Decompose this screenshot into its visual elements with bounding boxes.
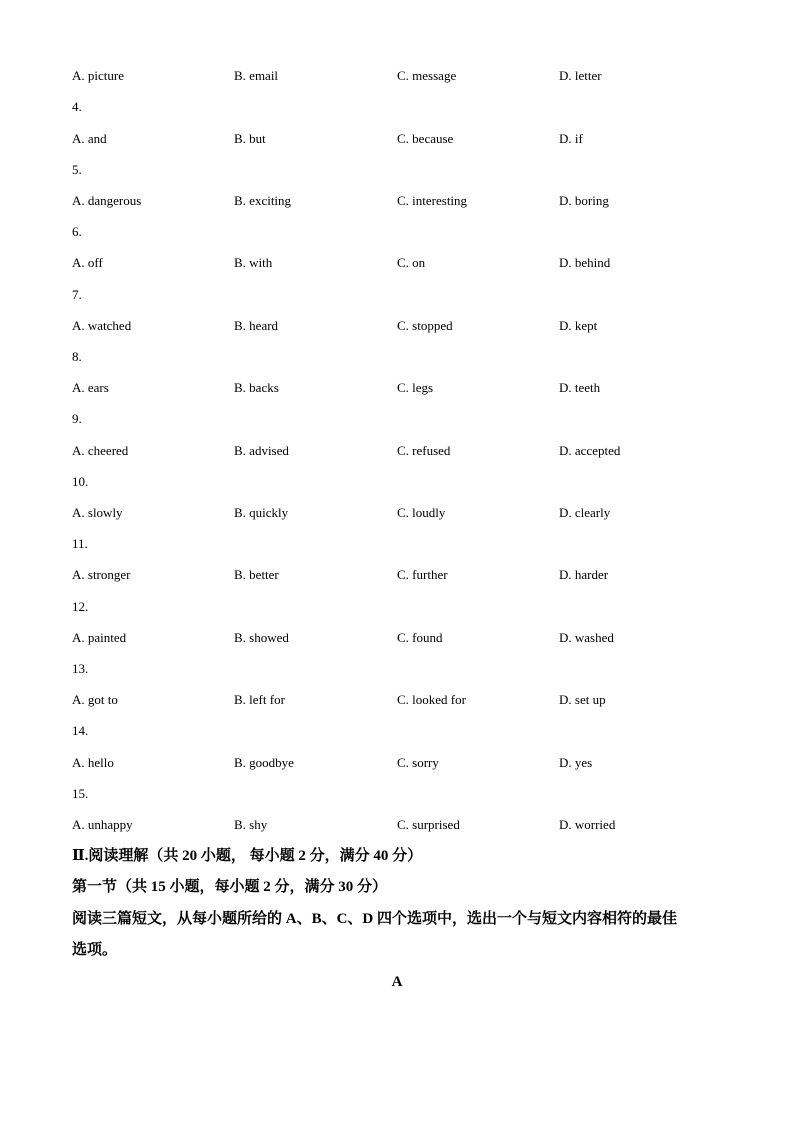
question-4-number: 4. [72, 99, 82, 114]
option-c: C. loudly [397, 505, 446, 520]
question-6-options [0, 255, 794, 271]
option-a: A. cheered [72, 443, 129, 458]
option-a: A. stronger [72, 567, 131, 582]
option-c: C. surprised [397, 817, 460, 832]
question-11-options [0, 567, 794, 583]
option-a: A. slowly [72, 505, 123, 520]
option-b: B. left for [234, 692, 285, 707]
option-b: B. backs [234, 380, 279, 395]
option-a: A. watched [72, 318, 132, 333]
option-d: D. behind [559, 255, 611, 270]
question-5-options [0, 193, 794, 209]
question-6-number: 6. [72, 224, 82, 239]
section-subtitle: 第一节（共 15 小题，每小题 2 分，满分 30 分） [72, 879, 388, 895]
section-instruction-line-2: 选项。 [72, 942, 118, 958]
option-c: C. message [397, 68, 457, 83]
option-c: C. further [397, 567, 448, 582]
option-a: A. dangerous [72, 193, 142, 208]
option-d: D. boring [559, 193, 609, 208]
option-d: D. washed [559, 630, 614, 645]
option-a: A. picture [72, 68, 124, 83]
section-title: Ⅱ.阅读理解（共 20 小题， 每小题 2 分，满分 40 分） [72, 848, 423, 864]
option-a: A. painted [72, 630, 127, 645]
question-7-number: 7. [72, 287, 82, 302]
option-c: C. refused [397, 443, 451, 458]
option-c: C. sorry [397, 755, 439, 770]
option-d: D. clearly [559, 505, 611, 520]
option-c: C. interesting [397, 193, 468, 208]
question-10-options [0, 505, 794, 521]
option-a: A. off [72, 255, 103, 270]
option-d: D. accepted [559, 443, 621, 458]
option-b: B. advised [234, 443, 289, 458]
question-13-number: 13. [72, 661, 89, 676]
question-12-number: 12. [72, 599, 89, 614]
question-5-number: 5. [72, 162, 82, 177]
option-d: D. kept [559, 318, 598, 333]
question-15-number: 15. [72, 786, 89, 801]
option-a: A. ears [72, 380, 109, 395]
question-14-options [0, 755, 794, 771]
question-9-options [0, 443, 794, 459]
option-d: D. set up [559, 692, 606, 707]
option-c: C. found [397, 630, 443, 645]
question-14-number: 14. [72, 723, 89, 738]
option-a: A. and [72, 131, 107, 146]
passage-letter: A [391, 974, 403, 990]
option-b: B. with [234, 255, 273, 270]
option-b: B. showed [234, 630, 289, 645]
question-7-options [0, 318, 794, 334]
option-b: B. email [234, 68, 279, 83]
option-c: C. on [397, 255, 426, 270]
question-15-options [0, 817, 794, 833]
option-b: B. exciting [234, 193, 292, 208]
question-8-options [0, 380, 794, 396]
option-d: D. letter [559, 68, 602, 83]
question-3-options [0, 68, 794, 84]
option-b: B. heard [234, 318, 279, 333]
option-b: B. but [234, 131, 266, 146]
option-c: C. legs [397, 380, 434, 395]
option-d: D. if [559, 131, 583, 146]
option-b: B. goodbye [234, 755, 294, 770]
question-4-options [0, 131, 794, 147]
option-d: D. worried [559, 817, 616, 832]
question-12-options [0, 630, 794, 646]
question-8-number: 8. [72, 349, 82, 364]
section-instruction-line-1: 阅读三篇短文，从每小题所给的 A、B、C、D 四个选项中，选出一个与短文内容相符的最佳 [72, 911, 678, 927]
option-a: A. unhappy [72, 817, 133, 832]
option-c: C. because [397, 131, 454, 146]
question-9-number: 9. [72, 411, 82, 426]
option-b: B. quickly [234, 505, 289, 520]
question-10-number: 10. [72, 474, 89, 489]
option-a: A. hello [72, 755, 114, 770]
question-11-number: 11. [72, 536, 88, 551]
question-13-options [0, 692, 794, 708]
option-b: B. shy [234, 817, 268, 832]
option-d: D. teeth [559, 380, 601, 395]
option-a: A. got to [72, 692, 118, 707]
option-c: C. looked for [397, 692, 466, 707]
option-b: B. better [234, 567, 279, 582]
option-c: C. stopped [397, 318, 453, 333]
option-d: D. harder [559, 567, 609, 582]
option-d: D. yes [559, 755, 593, 770]
